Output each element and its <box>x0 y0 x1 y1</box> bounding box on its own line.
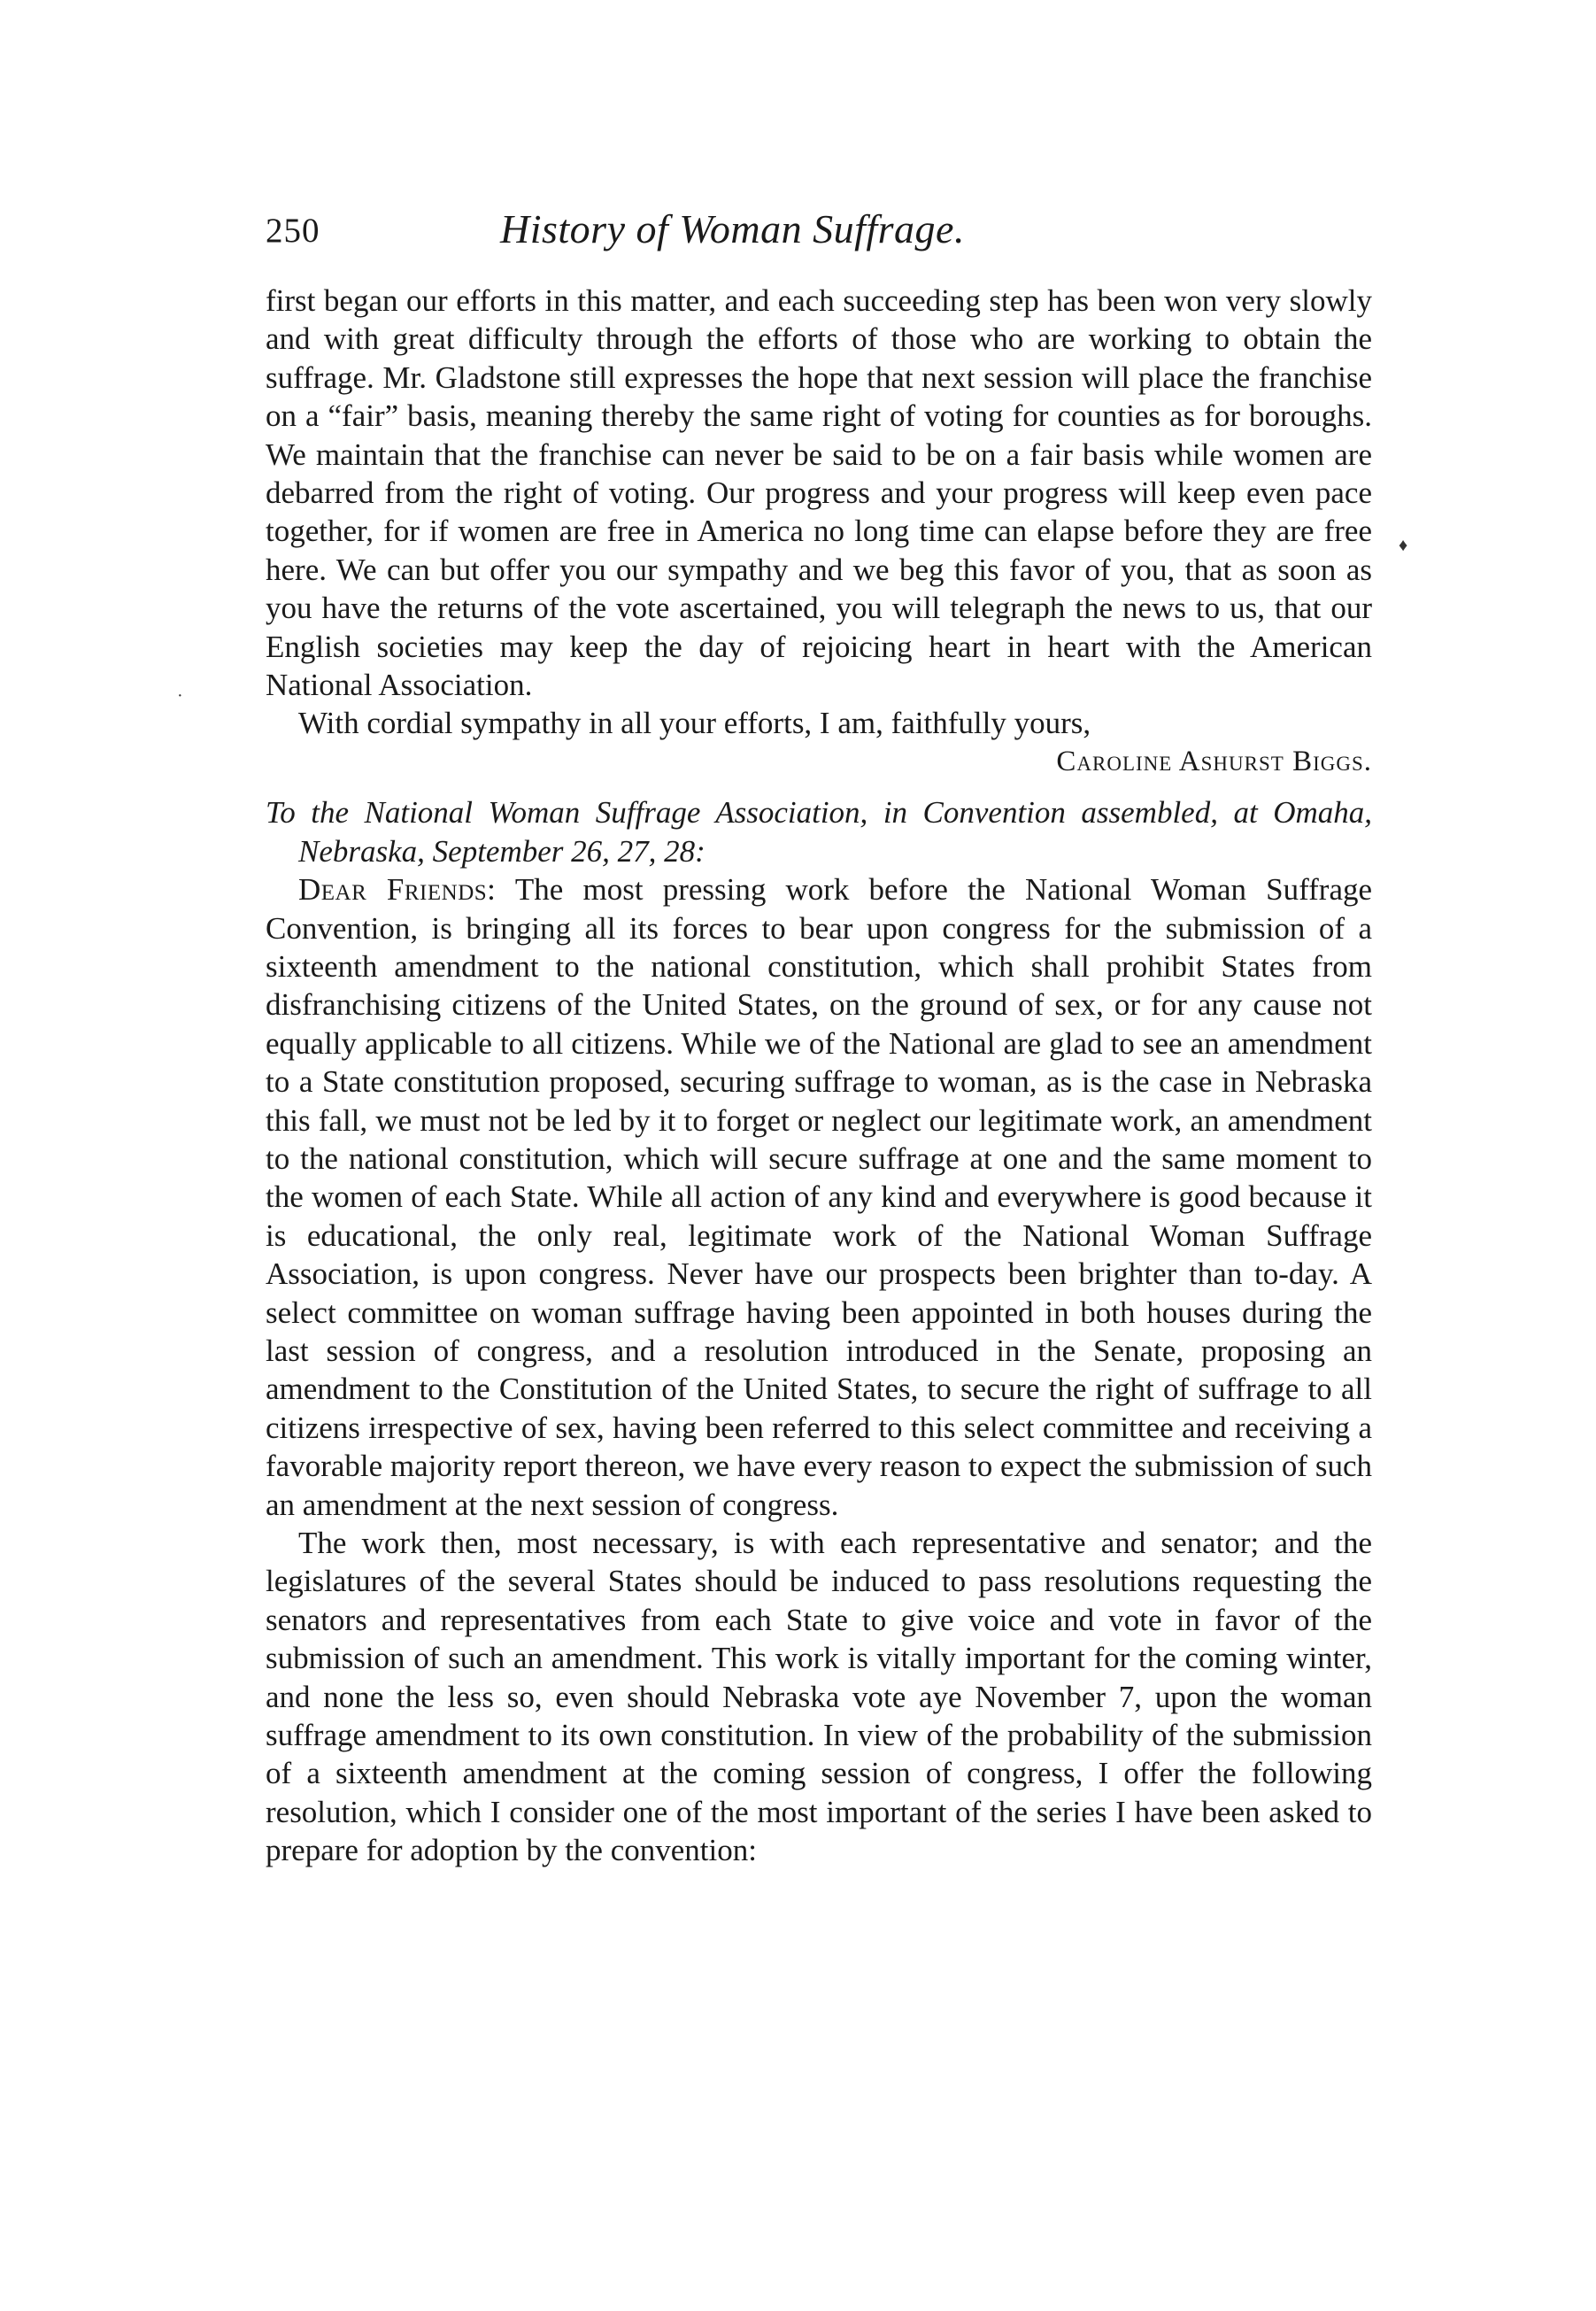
running-title: History of Woman Suffrage. <box>500 206 965 251</box>
paragraph-letter-body: first began our efforts in this matter, and each succeeding step has been won very slowly and with great difficulty through the efforts of those who are working to obtain the suffrage. Mr. Gladstone still expresses the hope that next session will place the franchise on a “fair” basis, meaning thereby the same right of voting for counties as for boroughs. We maintain that the franchise can never be said to be on a fair basis while women are debarred from the right of voting. Our progress and your progress will keep even pace together, for if women are free in America no long time can elapse before they are free here. We can but offer you our sympathy and we beg this favor of you, that as soon as you have the returns of the vote ascertained, you will telegraph the news to us, that our English societies may keep the day of rejoicing heart in heart with the American National Association. <box>266 283 1372 703</box>
paragraph-text: The most pressing work before the National Woman Suffrage Convention, is bringing all its forces to bear upon congress for the submission of a sixteenth amendment to the national constitution, which shall prohibit States from disfranchising citizens of the United States, on the ground of sex, or for any cause not equally applicable to all citizens. While we of the National are glad to see an amendment to a State constitution proposed, securing suffrage to woman, as is the case in Nebraska this fall, we must not be led by it to forget or neglect our legitimate work, an amendment to the national constitution, which will secure suffrage at one and the same moment to the women of each State. While all action of any kind and everywhere is good because it is educational, the only real, legitimate work of the National Woman Suffrage Association, is upon congress. Never have our prospects been brighter than to-day. A select committee on woman suffrage having been appointed in both houses during the last session of congress, and a resolution introduced in the Senate, proposing an amendment to the Constitution of the United States, to secure the right of suffrage to all citizens irrespective of sex, having been referred to this select committee and receiving a favorable majority report thereon, we have every reason to expect the submission of such an amendment at the next session of congress. <box>266 872 1373 1522</box>
letter-address: To the National Woman Suffrage Association, in Convention assembled, at Omaha, Nebraska, September 26, 27, 28: <box>266 795 1372 869</box>
page-number: 250 <box>266 212 320 250</box>
letter-closing: With cordial sympathy in all your efforts, I am, faithfully yours, <box>298 706 1091 741</box>
paragraph-dear-friends <box>266 870 1372 1524</box>
signature-caroline-ashurst-biggs: Caroline Ashurst Biggs. <box>1056 745 1372 777</box>
salutation: Dear Friends: <box>298 872 497 908</box>
paragraph-work-necessary: The work then, most necessary, is with each representative and senator; and the legislatures of the several States should be induced to pass resolutions requesting the senators and representatives from each State to give voice and vote in favor of the submission of such an amendment. This work is vitally important for the coming winter, and none the less so, even should Nebraska vote aye November 7, upon the woman suffrage amendment to its own constitution. In view of the probability of the submission of a sixteenth amendment at the coming session of congress, I offer the following resolution, which I consider one of the most important of the series I have been asked to prepare for adoption by the convention: <box>266 1526 1372 1868</box>
running-header <box>266 205 1372 269</box>
margin-mark: · <box>177 686 183 706</box>
page-content <box>266 205 1372 1870</box>
margin-mark: ♦ <box>1399 536 1408 555</box>
